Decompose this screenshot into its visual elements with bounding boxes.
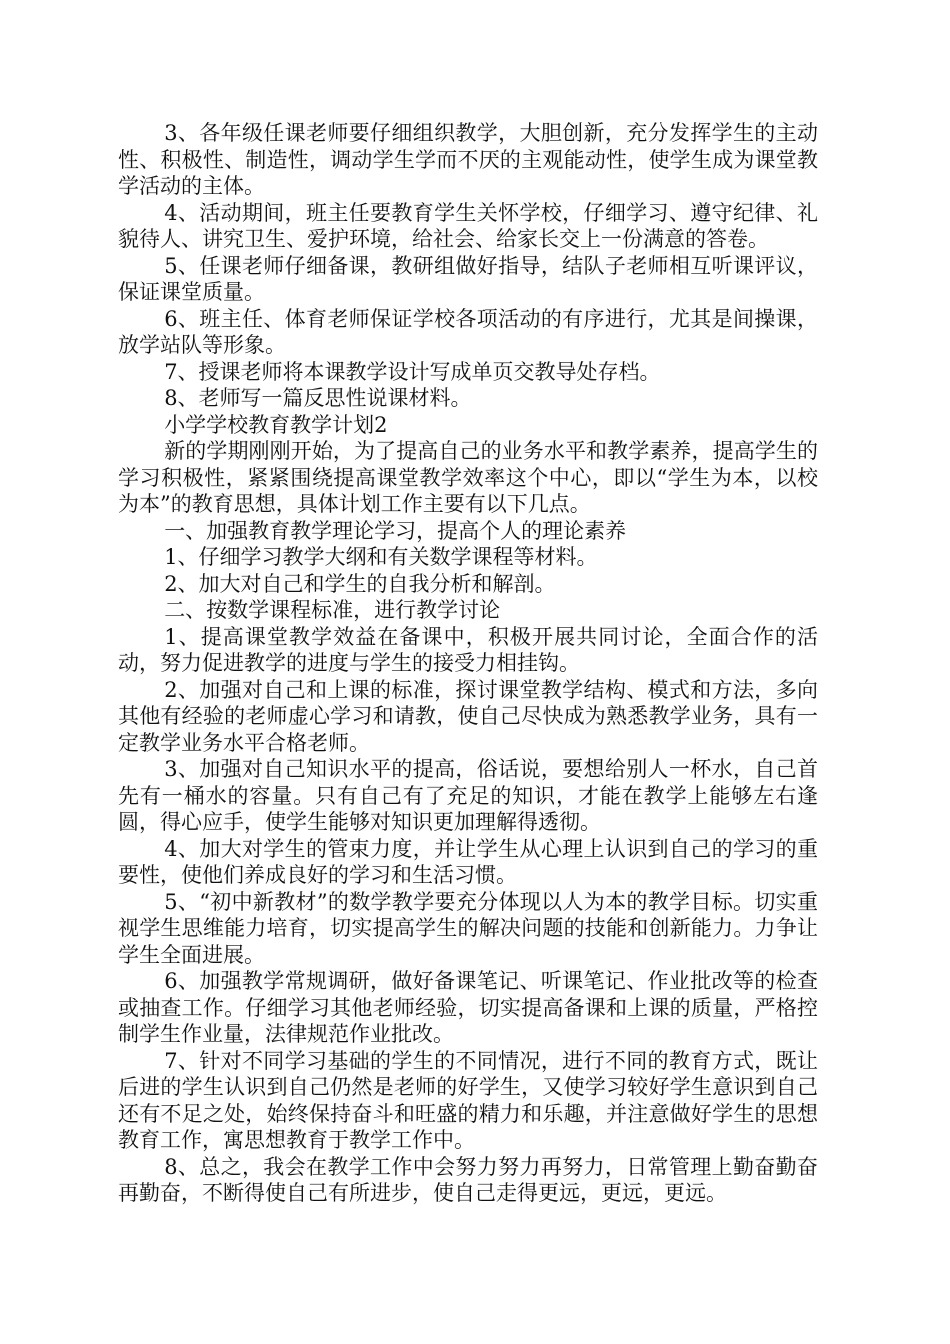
heading-two-item-8: 8、总之，我会在教学工作中会努力努力再努力，日常管理上勤奋勤奋再勤奋，不断得使自己有所进步，使自己走得更远，更远，更远。 xyxy=(118,1154,818,1205)
heading-two-item-7: 7、针对不同学习基础的学生的不同情况，进行不同的教育方式，既让后进的学生认识到自己仍然是老师的好学生，又使学习较好学生意识到自己还有不足之处，始终保持奋斗和旺盛的精力和乐趣，并注意做好学生的思想教育工作，寓思想教育于教学工作中。 xyxy=(118,1048,818,1152)
paragraph-item-4: 4、活动期间，班主任要教育学生关怀学校，仔细学习、遵守纪律、礼貌待人、讲究卫生、爱护环境，给社会、给家长交上一份满意的答卷。 xyxy=(118,200,818,251)
heading-one: 一、加强教育教学理论学习，提高个人的理论素养 xyxy=(164,518,627,543)
paragraph-item-5: 5、任课老师仔细备课，教研组做好指导，结队子老师相互听课评议，保证课堂质量。 xyxy=(118,253,818,304)
heading-two-item-1: 1、提高课堂教学效益在备课中，积极开展共同讨论，全面合作的活动，努力促进教学的进度与学生的接受力相挂钩。 xyxy=(118,624,818,675)
paragraph-item-6: 6、班主任、体育老师保证学校各项活动的有序进行，尤其是间操课，放学站队等形象。 xyxy=(118,306,818,357)
heading-two-item-6: 6、加强教学常规调研，做好备课笔记、听课笔记、作业批改等的检查或抽查工作。仔细学习其他老师经验，切实提高备课和上课的质量，严格控制学生作业量，法律规范作业批改。 xyxy=(118,969,818,1046)
heading-two-item-3: 3、加强对自己知识水平的提高，俗话说，要想给别人一杯水，自己首先有一桶水的容量。只有自己有了充足的知识，才能在教学上能够左右逢圆，得心应手，使学生能够对知识更加理解得透彻。 xyxy=(118,757,818,834)
heading-one-item-2: 2、加大对自己和学生的自我分析和解剖。 xyxy=(164,571,556,596)
heading-two-item-5: 5、“初中新教材”的数学教学要充分体现以人为本的教学目标。切实重视学生思维能力培育，切实提高学生的解决问题的技能和创新能力。力争让学生全面进展。 xyxy=(118,889,818,967)
heading-two: 二、按数学课程标准，进行教学讨论 xyxy=(164,598,501,622)
intro-paragraph: 新的学期刚刚开始，为了提高自己的业务水平和教学素养，提高学生的学习积极性，紧紧围绕提高课堂教学效率这个中心，即以“学生为本，以校为本”的教育思想，具体计划工作主要有以下几点。 xyxy=(118,439,818,516)
heading-one-item-1: 1、仔细学习教学大纲和有关数学课程等材料。 xyxy=(164,545,598,569)
heading-two-item-4: 4、加大对学生的管束力度，并让学生从心理上认识到自己的学习的重要性，使他们养成良好的学习和生活习惯。 xyxy=(118,836,818,887)
paragraph-item-3: 3、各年级任课老师要仔细组织教学，大胆创新，充分发挥学生的主动性、积极性、制造性，调动学生学而不厌的主观能动性，使学生成为课堂教学活动的主体。 xyxy=(118,121,818,198)
heading-two-item-2: 2、加强对自己和上课的标准，探讨课堂教学结构、模式和方法，多向其他有经验的老师虚心学习和请教，使自己尽快成为熟悉教学业务，具有一定教学业务水平合格老师。 xyxy=(118,677,818,755)
paragraph-item-7: 7、授课老师将本课教学设计写成单页交教导处存档。 xyxy=(164,359,661,384)
section-title: 小学学校教育教学计划2 xyxy=(164,412,388,437)
paragraph-item-8: 8、老师写一篇反思性说课材料。 xyxy=(164,386,472,410)
document-body xyxy=(118,120,818,1207)
